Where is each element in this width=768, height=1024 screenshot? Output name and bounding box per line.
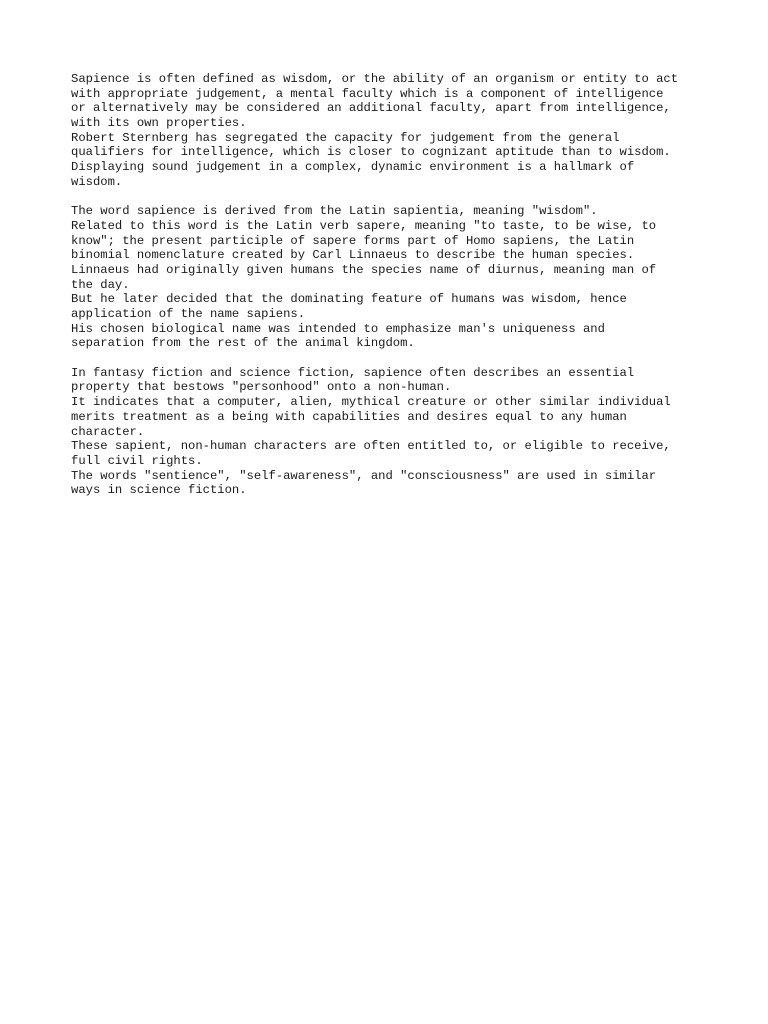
text-line: Displaying sound judgement in a complex, dynamic environment is a hallmark of — [71, 160, 635, 175]
text-line: full civil rights. — [71, 453, 203, 468]
text-line: His chosen biological name was intended to emphasize man's uniqueness and — [71, 321, 605, 336]
text-line: The words "sentience", "self-awareness", and "consciousness" are used in similar — [71, 468, 657, 483]
text-line: Linnaeus had originally given humans the species name of diurnus, meaning man of — [71, 262, 657, 277]
text-line: The word sapience is derived from the Latin sapientia, meaning "wisdom". — [71, 204, 598, 219]
text-line: But he later decided that the dominating feature of humans was wisdom, hence — [71, 292, 627, 307]
text-line: Robert Sternberg has segregated the capacity for judgement from the general — [71, 130, 620, 145]
text-line: with appropriate judgement, a mental faculty which is a component of intelligence — [71, 86, 664, 101]
text-line: with its own properties. — [71, 116, 247, 131]
text-line: property that bestows "personhood" onto a non-human. — [71, 380, 452, 395]
text-line: the day. — [71, 277, 130, 292]
text-line: These sapient, non-human characters are often entitled to, or eligible to receive, — [71, 439, 671, 454]
paragraph-fiction-usage — [71, 366, 711, 498]
text-line: character. — [71, 424, 145, 439]
text-line: know"; the present participle of sapere forms part of Homo sapiens, the Latin — [71, 233, 635, 248]
text-line: Sapience is often defined as wisdom, or the ability of an organism or entity to act — [71, 72, 679, 86]
text-line: In fantasy fiction and science fiction, sapience often describes an essential — [71, 365, 635, 380]
text-line: application of the name sapiens. — [71, 307, 306, 321]
text-line: or alternatively may be considered an additional faculty, apart from intelligence, — [71, 101, 671, 116]
text-line: ways in science fiction. — [71, 483, 247, 498]
paragraph-sapience-definition — [71, 72, 711, 190]
text-line: binomial nomenclature created by Carl Linnaeus to describe the human species. — [71, 248, 635, 263]
text-line: qualifiers for intelligence, which is closer to cognizant aptitude than to wisdom. — [71, 145, 671, 160]
text-line: merits treatment as a being with capabilities and desires equal to any human — [71, 409, 627, 424]
text-line: Related to this word is the Latin verb sapere, meaning "to taste, to be wise, to — [71, 218, 657, 233]
text-line: wisdom. — [71, 174, 123, 189]
document-page — [71, 72, 711, 498]
text-line: separation from the rest of the animal kingdom. — [71, 336, 415, 351]
paragraph-etymology — [71, 204, 711, 351]
text-line: It indicates that a computer, alien, mythical creature or other similar individual — [71, 395, 671, 410]
